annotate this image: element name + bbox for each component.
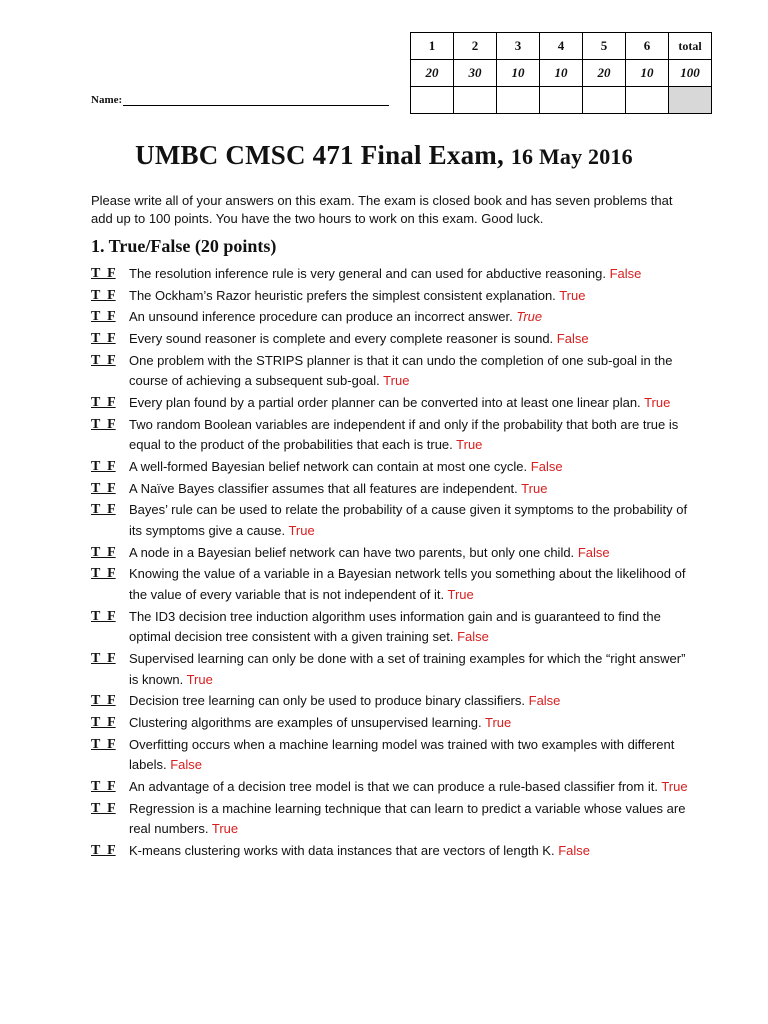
problem-number: 5	[583, 33, 626, 60]
true-false-choice[interactable]: T F	[91, 352, 116, 368]
score-cell[interactable]	[497, 87, 540, 114]
problem-points: 10	[540, 60, 583, 87]
section-title: 1. True/False (20 points)	[91, 236, 277, 256]
question-text	[129, 841, 691, 862]
question-text	[129, 543, 691, 564]
answer-key: False	[528, 693, 561, 709]
score-cell[interactable]	[411, 87, 454, 114]
problem-numbers-row	[411, 33, 712, 60]
question-text	[129, 479, 691, 500]
answer-key: True	[644, 395, 671, 411]
problem-number: 2	[454, 33, 497, 60]
problem-points: 10	[626, 60, 669, 87]
question-item	[91, 841, 691, 862]
question-statement: A well-formed Bayesian belief network can contain at most one cycle.	[129, 459, 528, 474]
true-false-choice[interactable]: T F	[91, 287, 116, 303]
true-false-choice[interactable]: T F	[91, 416, 116, 432]
question-item	[91, 691, 691, 712]
question-text	[129, 329, 691, 350]
true-false-choice[interactable]: T F	[91, 309, 116, 325]
problem-points: 20	[583, 60, 626, 87]
question-statement: Clustering algorithms are examples of unsupervised learning.	[129, 714, 482, 730]
title-date: 16 May 2016	[510, 144, 633, 169]
true-false-choice[interactable]: T F	[91, 566, 116, 582]
problem-points: 10	[497, 60, 540, 87]
answer-key: True	[485, 714, 512, 730]
question-statement: The ID3 decision tree induction algorithm uses information gain and is guaranteed to find the optimal decision tree consistent with a given training set.	[129, 608, 661, 645]
question-statement: A Naïve Bayes classifier assumes that all features are independent.	[129, 480, 518, 496]
true-false-choice[interactable]: T F	[91, 693, 116, 709]
question-statement: Every sound reasoner is complete and every complete reasoner is sound.	[129, 331, 554, 347]
answer-key: True	[186, 671, 213, 687]
question-text	[129, 735, 691, 776]
answer-key: True	[211, 821, 239, 837]
problem-number: 3	[497, 33, 540, 60]
question-statement: An unsound inference procedure can produce an incorrect answer.	[129, 309, 513, 325]
title-main: UMBC CMSC 471 Final Exam,	[135, 140, 504, 170]
answer-key: False	[609, 266, 642, 281]
problem-number: 1	[411, 33, 454, 60]
answer-key: True	[456, 437, 483, 453]
question-statement: Knowing the value of a variable in a Bayesian network tells you something about the likelihood of the value of every variable that is not independent of it.	[129, 566, 686, 602]
true-false-choice[interactable]: T F	[91, 502, 116, 518]
question-statement: Bayes’ rule can be used to relate the probability of a cause given it symptoms to the probability of its symptoms give a cause.	[129, 502, 688, 538]
question-text	[129, 799, 691, 840]
question-statement: An advantage of a decision tree model is that we can produce a rule-based classifier from it.	[129, 778, 658, 794]
answer-key: True	[288, 522, 315, 538]
name-field	[91, 94, 389, 106]
question-text	[129, 307, 691, 328]
question-statement: Regression is a machine learning technique that can learn to predict a variable whose values are real numbers.	[129, 800, 686, 837]
answer-key: False	[170, 757, 202, 773]
problem-points: 20	[411, 60, 454, 87]
question-statement: A node in a Bayesian belief network can have two parents, but only one child.	[129, 544, 575, 560]
true-false-choice[interactable]: T F	[91, 736, 116, 752]
score-cell[interactable]	[454, 87, 497, 114]
question-item	[91, 564, 691, 605]
question-item	[91, 329, 691, 350]
name-label: Name:	[91, 94, 123, 106]
question-text	[129, 649, 691, 690]
score-cell[interactable]	[626, 87, 669, 114]
answer-key: False	[577, 544, 610, 560]
question-item	[91, 607, 691, 648]
score-entry-row	[411, 87, 712, 114]
question-text	[129, 393, 691, 414]
score-cell[interactable]	[583, 87, 626, 114]
question-item	[91, 649, 691, 690]
question-text	[129, 457, 691, 478]
question-text	[129, 564, 691, 605]
true-false-choice[interactable]: T F	[91, 800, 116, 816]
answer-key: True	[516, 309, 543, 325]
answer-key: True	[661, 778, 688, 794]
question-statement: Supervised learning can only be done with a set of training examples for which the “right answer” is known.	[129, 650, 686, 687]
question-item	[91, 457, 691, 478]
question-item	[91, 799, 691, 840]
question-statement: Every plan found by a partial order planner can be converted into at least one linear plan.	[129, 395, 641, 411]
question-item	[91, 479, 691, 500]
problem-points: 30	[454, 60, 497, 87]
true-false-choice[interactable]: T F	[91, 459, 116, 474]
question-item	[91, 735, 691, 776]
answer-key: True	[521, 480, 548, 496]
true-false-choice[interactable]: T F	[91, 714, 116, 730]
answer-key: False	[530, 459, 563, 474]
question-text	[129, 500, 691, 541]
question-statement: K-means clustering works with data instances that are vectors of length K.	[129, 842, 555, 858]
total-label: total	[669, 33, 712, 60]
question-statement: One problem with the STRIPS planner is that it can undo the completion of one sub-goal in the course of achieving a subsequent sub-goal.	[129, 352, 673, 389]
problem-number: 4	[540, 33, 583, 60]
true-false-choice[interactable]: T F	[91, 842, 116, 858]
exam-instructions: Please write all of your answers on this exam. The exam is closed book and has seven problems that add up to 100 points. You have the two hours to work on this exam. Good luck.	[91, 193, 673, 226]
question-list	[91, 264, 691, 863]
answer-key: True	[559, 287, 586, 303]
true-false-choice[interactable]: T F	[91, 650, 116, 666]
answer-key: False	[558, 842, 591, 858]
total-points: 100	[669, 60, 712, 87]
problem-number: 6	[626, 33, 669, 60]
true-false-choice[interactable]: T F	[91, 480, 116, 496]
question-text	[129, 264, 691, 285]
question-statement: Two random Boolean variables are independent if and only if the probability that both are true is equal to the product of the probabilities that each is true.	[129, 416, 679, 453]
question-item	[91, 777, 691, 798]
answer-key: True	[383, 373, 410, 389]
question-text	[129, 691, 691, 712]
question-text	[129, 713, 691, 734]
question-statement: Overfitting occurs when a machine learning model was trained with two examples with different labels.	[129, 736, 675, 773]
answer-key: False	[457, 629, 489, 645]
name-blank[interactable]	[123, 95, 389, 106]
question-item	[91, 415, 691, 456]
question-item	[91, 500, 691, 541]
true-false-choice[interactable]: T F	[91, 544, 116, 560]
question-statement: Decision tree learning can only be used to produce binary classifiers.	[129, 693, 525, 709]
question-text	[129, 415, 691, 456]
score-cell[interactable]	[540, 87, 583, 114]
true-false-choice[interactable]: T F	[91, 608, 116, 624]
question-item	[91, 393, 691, 414]
true-false-choice[interactable]: T F	[91, 266, 116, 281]
question-text	[129, 777, 691, 798]
score-table	[410, 32, 712, 114]
question-item	[91, 286, 691, 307]
question-text	[129, 286, 691, 307]
question-item	[91, 307, 691, 328]
question-text	[129, 607, 691, 648]
question-item	[91, 543, 691, 564]
question-statement: The resolution inference rule is very general and can used for abductive reasoning.	[129, 266, 606, 281]
problem-points-row	[411, 60, 712, 87]
answer-key: True	[447, 586, 474, 602]
true-false-choice[interactable]: T F	[91, 395, 116, 411]
question-item	[91, 713, 691, 734]
true-false-choice[interactable]: T F	[91, 331, 116, 347]
page-title	[0, 140, 768, 171]
question-text	[129, 351, 691, 392]
question-item	[91, 351, 691, 392]
answer-key: False	[556, 331, 589, 347]
total-score-cell	[669, 87, 712, 114]
question-statement: The Ockham’s Razor heuristic prefers the simplest consistent explanation.	[129, 287, 556, 303]
true-false-choice[interactable]: T F	[91, 778, 116, 794]
question-item	[91, 264, 691, 285]
